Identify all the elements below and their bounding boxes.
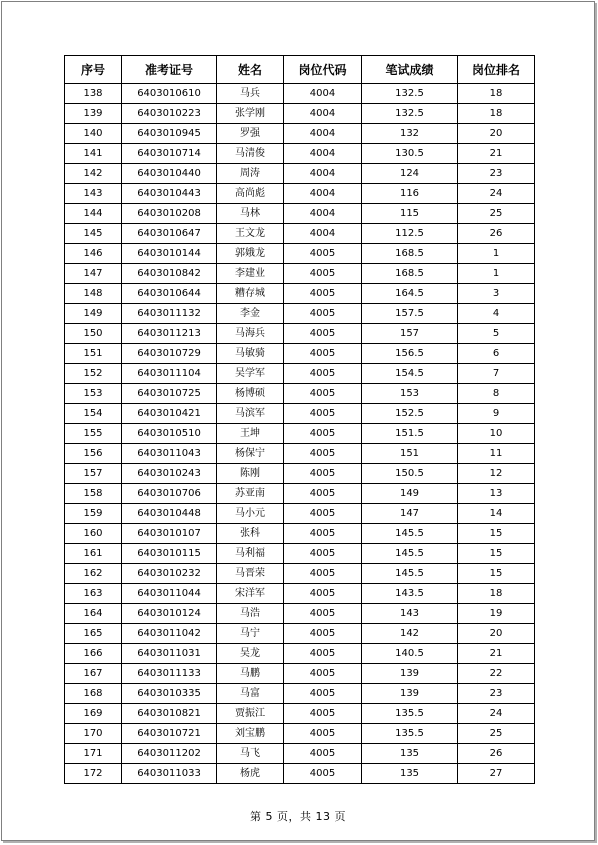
cell-name: 王文龙 [217, 224, 284, 244]
header-written-score: 笔试成绩 [362, 56, 458, 84]
cell-exam-id: 6403010721 [122, 724, 217, 744]
cell-written-score: 151.5 [362, 424, 458, 444]
cell-seq: 166 [65, 644, 122, 664]
cell-name: 李金 [217, 304, 284, 324]
cell-post-code: 4005 [284, 724, 362, 744]
cell-post-code: 4005 [284, 744, 362, 764]
cell-name: 马林 [217, 204, 284, 224]
cell-seq: 167 [65, 664, 122, 684]
cell-exam-id: 6403011043 [122, 444, 217, 464]
cell-written-score: 132.5 [362, 104, 458, 124]
cell-exam-id: 6403010443 [122, 184, 217, 204]
cell-post-rank: 14 [458, 504, 535, 524]
cell-exam-id: 6403010647 [122, 224, 217, 244]
cell-post-code: 4005 [284, 304, 362, 324]
cell-exam-id: 6403010107 [122, 524, 217, 544]
cell-post-code: 4005 [284, 464, 362, 484]
cell-written-score: 151 [362, 444, 458, 464]
cell-seq: 141 [65, 144, 122, 164]
cell-post-rank: 15 [458, 564, 535, 584]
table-row [65, 584, 535, 604]
table-body [65, 84, 535, 784]
cell-written-score: 152.5 [362, 404, 458, 424]
cell-name: 马利福 [217, 544, 284, 564]
cell-post-rank: 25 [458, 724, 535, 744]
cell-exam-id: 6403010610 [122, 84, 217, 104]
cell-seq: 172 [65, 764, 122, 784]
cell-post-rank: 24 [458, 184, 535, 204]
cell-name: 张科 [217, 524, 284, 544]
cell-name: 马浩 [217, 604, 284, 624]
table-row [65, 364, 535, 384]
cell-exam-id: 6403011133 [122, 664, 217, 684]
cell-exam-id: 6403010208 [122, 204, 217, 224]
cell-name: 马鹏 [217, 664, 284, 684]
cell-post-code: 4004 [284, 184, 362, 204]
cell-written-score: 157.5 [362, 304, 458, 324]
cell-written-score: 132 [362, 124, 458, 144]
cell-exam-id: 6403010232 [122, 564, 217, 584]
cell-seq: 139 [65, 104, 122, 124]
table-row [65, 544, 535, 564]
cell-name: 刘宝鹏 [217, 724, 284, 744]
cell-post-code: 4005 [284, 544, 362, 564]
cell-post-rank: 15 [458, 524, 535, 544]
cell-name: 马滨军 [217, 404, 284, 424]
cell-exam-id: 6403010243 [122, 464, 217, 484]
cell-written-score: 124 [362, 164, 458, 184]
table-row [65, 764, 535, 784]
cell-seq: 159 [65, 504, 122, 524]
cell-post-code: 4005 [284, 484, 362, 504]
cell-exam-id: 6403011031 [122, 644, 217, 664]
table-header-row [65, 56, 535, 84]
cell-exam-id: 6403010115 [122, 544, 217, 564]
header-exam-id: 准考证号 [122, 56, 217, 84]
cell-post-rank: 18 [458, 584, 535, 604]
cell-exam-id: 6403010706 [122, 484, 217, 504]
cell-post-rank: 11 [458, 444, 535, 464]
cell-name: 马飞 [217, 744, 284, 764]
cell-name: 杨虎 [217, 764, 284, 784]
cell-post-code: 4005 [284, 264, 362, 284]
cell-seq: 171 [65, 744, 122, 764]
cell-exam-id: 6403010714 [122, 144, 217, 164]
cell-post-rank: 20 [458, 124, 535, 144]
cell-exam-id: 6403010223 [122, 104, 217, 124]
table-row [65, 464, 535, 484]
table-row [65, 504, 535, 524]
cell-seq: 149 [65, 304, 122, 324]
cell-exam-id: 6403010945 [122, 124, 217, 144]
cell-post-rank: 1 [458, 264, 535, 284]
cell-post-rank: 22 [458, 664, 535, 684]
cell-post-rank: 25 [458, 204, 535, 224]
cell-exam-id: 6403010842 [122, 264, 217, 284]
cell-seq: 168 [65, 684, 122, 704]
table-row [65, 664, 535, 684]
cell-name: 马富 [217, 684, 284, 704]
cell-exam-id: 6403010124 [122, 604, 217, 624]
cell-seq: 158 [65, 484, 122, 504]
cell-post-rank: 6 [458, 344, 535, 364]
cell-exam-id: 6403010725 [122, 384, 217, 404]
header-post-rank: 岗位排名 [458, 56, 535, 84]
header-name: 姓名 [217, 56, 284, 84]
cell-written-score: 147 [362, 504, 458, 524]
cell-post-code: 4005 [284, 644, 362, 664]
table-row [65, 624, 535, 644]
cell-written-score: 164.5 [362, 284, 458, 304]
cell-exam-id: 6403010144 [122, 244, 217, 264]
cell-seq: 146 [65, 244, 122, 264]
table-row [65, 224, 535, 244]
cell-name: 马宁 [217, 624, 284, 644]
table-row [65, 184, 535, 204]
cell-post-rank: 3 [458, 284, 535, 304]
cell-seq: 144 [65, 204, 122, 224]
cell-name: 周涛 [217, 164, 284, 184]
table-row [65, 564, 535, 584]
cell-post-code: 4005 [284, 384, 362, 404]
cell-post-rank: 23 [458, 684, 535, 704]
cell-name: 杨保宁 [217, 444, 284, 464]
cell-post-code: 4005 [284, 504, 362, 524]
cell-post-code: 4005 [284, 684, 362, 704]
table-row [65, 144, 535, 164]
cell-post-code: 4005 [284, 444, 362, 464]
cell-seq: 138 [65, 84, 122, 104]
cell-written-score: 135.5 [362, 704, 458, 724]
table-row [65, 744, 535, 764]
cell-exam-id: 6403011042 [122, 624, 217, 644]
cell-name: 马敏骑 [217, 344, 284, 364]
cell-written-score: 145.5 [362, 564, 458, 584]
cell-name: 苏亚南 [217, 484, 284, 504]
cell-exam-id: 6403011202 [122, 744, 217, 764]
cell-post-rank: 20 [458, 624, 535, 644]
cell-seq: 155 [65, 424, 122, 444]
cell-post-rank: 23 [458, 164, 535, 184]
cell-post-code: 4005 [284, 424, 362, 444]
cell-post-code: 4005 [284, 404, 362, 424]
cell-seq: 152 [65, 364, 122, 384]
cell-name: 李建业 [217, 264, 284, 284]
cell-written-score: 153 [362, 384, 458, 404]
table-row [65, 444, 535, 464]
cell-written-score: 140.5 [362, 644, 458, 664]
cell-seq: 157 [65, 464, 122, 484]
cell-written-score: 112.5 [362, 224, 458, 244]
cell-exam-id: 6403011104 [122, 364, 217, 384]
cell-post-code: 4005 [284, 344, 362, 364]
cell-post-rank: 24 [458, 704, 535, 724]
cell-name: 陈刚 [217, 464, 284, 484]
cell-written-score: 142 [362, 624, 458, 644]
table-row [65, 724, 535, 744]
cell-written-score: 135 [362, 764, 458, 784]
cell-exam-id: 6403010644 [122, 284, 217, 304]
cell-exam-id: 6403010335 [122, 684, 217, 704]
cell-post-code: 4005 [284, 524, 362, 544]
table-row [65, 684, 535, 704]
cell-written-score: 145.5 [362, 544, 458, 564]
table-row [65, 524, 535, 544]
cell-post-rank: 4 [458, 304, 535, 324]
cell-post-rank: 18 [458, 84, 535, 104]
cell-seq: 140 [65, 124, 122, 144]
cell-seq: 142 [65, 164, 122, 184]
cell-exam-id: 6403011132 [122, 304, 217, 324]
cell-name: 吴学军 [217, 364, 284, 384]
table-row [65, 424, 535, 444]
cell-exam-id: 6403010510 [122, 424, 217, 444]
cell-name: 杨博硕 [217, 384, 284, 404]
table-row [65, 164, 535, 184]
table-row [65, 604, 535, 624]
table-row [65, 124, 535, 144]
cell-post-code: 4004 [284, 104, 362, 124]
cell-name: 郭娥龙 [217, 244, 284, 264]
cell-exam-id: 6403010440 [122, 164, 217, 184]
cell-seq: 145 [65, 224, 122, 244]
cell-seq: 165 [65, 624, 122, 644]
cell-written-score: 116 [362, 184, 458, 204]
table-row [65, 304, 535, 324]
cell-post-rank: 26 [458, 744, 535, 764]
page-footer: 第 5 页，共 13 页 [250, 810, 346, 823]
cell-seq: 154 [65, 404, 122, 424]
cell-post-code: 4004 [284, 204, 362, 224]
cell-exam-id: 6403011044 [122, 584, 217, 604]
cell-written-score: 156.5 [362, 344, 458, 364]
table-row [65, 404, 535, 424]
cell-post-code: 4004 [284, 224, 362, 244]
cell-post-code: 4005 [284, 244, 362, 264]
table-row [65, 104, 535, 124]
table-row [65, 264, 535, 284]
cell-written-score: 157 [362, 324, 458, 344]
cell-seq: 156 [65, 444, 122, 464]
cell-written-score: 149 [362, 484, 458, 504]
cell-exam-id: 6403011033 [122, 764, 217, 784]
cell-seq: 143 [65, 184, 122, 204]
cell-written-score: 139 [362, 684, 458, 704]
cell-written-score: 143 [362, 604, 458, 624]
cell-post-code: 4005 [284, 364, 362, 384]
cell-post-code: 4005 [284, 604, 362, 624]
cell-exam-id: 6403011213 [122, 324, 217, 344]
cell-post-rank: 26 [458, 224, 535, 244]
cell-seq: 161 [65, 544, 122, 564]
cell-written-score: 143.5 [362, 584, 458, 604]
cell-post-rank: 5 [458, 324, 535, 344]
cell-name: 贾振江 [217, 704, 284, 724]
cell-seq: 148 [65, 284, 122, 304]
cell-post-code: 4005 [284, 564, 362, 584]
cell-post-rank: 27 [458, 764, 535, 784]
cell-name: 马小元 [217, 504, 284, 524]
cell-exam-id: 6403010421 [122, 404, 217, 424]
cell-post-rank: 21 [458, 644, 535, 664]
cell-written-score: 130.5 [362, 144, 458, 164]
table-row [65, 484, 535, 504]
cell-exam-id: 6403010448 [122, 504, 217, 524]
cell-name: 吴龙 [217, 644, 284, 664]
cell-post-code: 4004 [284, 124, 362, 144]
cell-post-code: 4005 [284, 324, 362, 344]
table-row [65, 704, 535, 724]
cell-post-rank: 18 [458, 104, 535, 124]
cell-name: 高尚彪 [217, 184, 284, 204]
cell-post-code: 4005 [284, 584, 362, 604]
cell-post-rank: 8 [458, 384, 535, 404]
header-post-code: 岗位代码 [284, 56, 362, 84]
cell-seq: 162 [65, 564, 122, 584]
cell-post-rank: 10 [458, 424, 535, 444]
cell-seq: 169 [65, 704, 122, 724]
cell-written-score: 154.5 [362, 364, 458, 384]
cell-written-score: 135.5 [362, 724, 458, 744]
cell-written-score: 150.5 [362, 464, 458, 484]
cell-post-code: 4004 [284, 144, 362, 164]
cell-post-rank: 21 [458, 144, 535, 164]
cell-written-score: 135 [362, 744, 458, 764]
cell-name: 王坤 [217, 424, 284, 444]
table-row [65, 344, 535, 364]
cell-exam-id: 6403010729 [122, 344, 217, 364]
cell-name: 马兵 [217, 84, 284, 104]
cell-name: 马晋荣 [217, 564, 284, 584]
cell-post-code: 4004 [284, 164, 362, 184]
table-row [65, 204, 535, 224]
cell-exam-id: 6403010821 [122, 704, 217, 724]
cell-name: 张学刚 [217, 104, 284, 124]
table-row [65, 324, 535, 344]
cell-post-rank: 13 [458, 484, 535, 504]
cell-post-code: 4004 [284, 84, 362, 104]
cell-seq: 151 [65, 344, 122, 364]
cell-post-rank: 7 [458, 364, 535, 384]
cell-written-score: 115 [362, 204, 458, 224]
cell-name: 马海兵 [217, 324, 284, 344]
cell-post-code: 4005 [284, 284, 362, 304]
cell-written-score: 145.5 [362, 524, 458, 544]
cell-post-rank: 12 [458, 464, 535, 484]
cell-name: 罗强 [217, 124, 284, 144]
cell-written-score: 168.5 [362, 244, 458, 264]
score-table [64, 55, 535, 784]
table-row [65, 244, 535, 264]
document-page [1, 1, 595, 841]
cell-post-code: 4005 [284, 764, 362, 784]
cell-post-code: 4005 [284, 624, 362, 644]
cell-written-score: 132.5 [362, 84, 458, 104]
cell-name: 宋洋军 [217, 584, 284, 604]
cell-name: 马清俊 [217, 144, 284, 164]
cell-post-rank: 9 [458, 404, 535, 424]
header-seq: 序号 [65, 56, 122, 84]
cell-written-score: 168.5 [362, 264, 458, 284]
cell-seq: 160 [65, 524, 122, 544]
cell-name: 糟存城 [217, 284, 284, 304]
table-row [65, 284, 535, 304]
cell-seq: 163 [65, 584, 122, 604]
cell-post-rank: 19 [458, 604, 535, 624]
cell-seq: 170 [65, 724, 122, 744]
cell-post-code: 4005 [284, 704, 362, 724]
cell-seq: 164 [65, 604, 122, 624]
cell-seq: 153 [65, 384, 122, 404]
cell-post-rank: 15 [458, 544, 535, 564]
cell-seq: 150 [65, 324, 122, 344]
table-row [65, 384, 535, 404]
cell-written-score: 139 [362, 664, 458, 684]
cell-post-rank: 1 [458, 244, 535, 264]
table-row [65, 84, 535, 104]
cell-seq: 147 [65, 264, 122, 284]
cell-post-code: 4005 [284, 664, 362, 684]
table-row [65, 644, 535, 664]
